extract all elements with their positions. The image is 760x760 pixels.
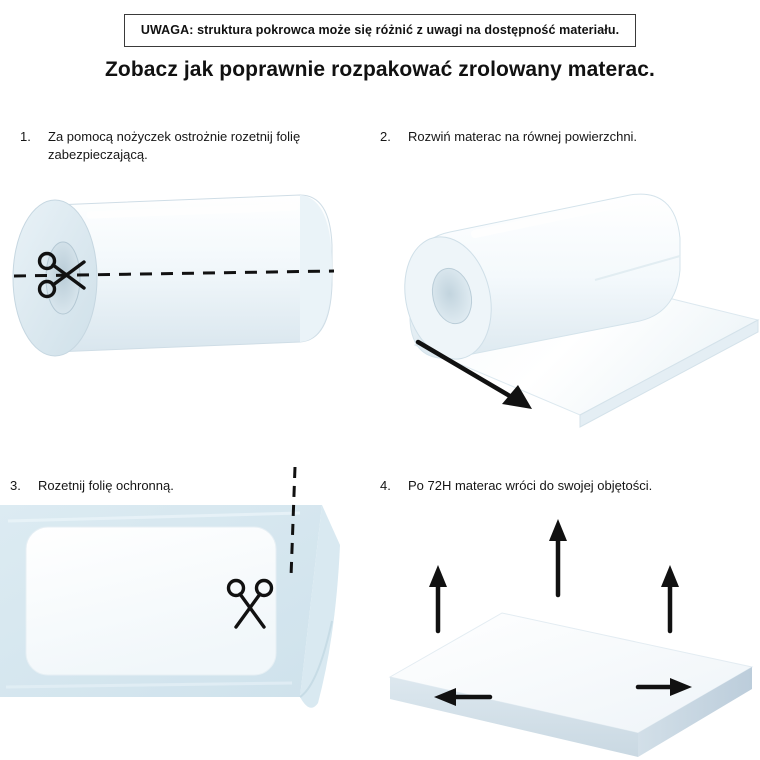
- step-1-text: Za pomocą nożyczek ostrożnie rozetnij folię zabezpieczającą.: [48, 129, 301, 162]
- arrow-down-right-icon: [418, 342, 532, 409]
- step-2-text: Rozwiń materac na równej powierzchni.: [408, 129, 638, 144]
- dashed-cut-line: [291, 467, 295, 577]
- page-title: Zobacz jak poprawnie rozpakować zrolowany materac.: [105, 58, 655, 81]
- notice-text: UWAGA: struktura pokrowca może się różnić z uwagi na dostępność materiału.: [124, 14, 636, 47]
- arrow-up-icon: [549, 519, 567, 595]
- step-3-number: 3.: [10, 478, 21, 493]
- step-2: [380, 110, 760, 435]
- step-3-text: Rozetnij folię ochronną.: [38, 478, 174, 493]
- step-2-number: 2.: [380, 129, 391, 144]
- step-2-header: [380, 128, 637, 146]
- arrow-right-icon: [638, 678, 692, 696]
- step-4-header: [380, 477, 652, 495]
- step-2-illustration: [380, 110, 760, 435]
- step-1-header: [20, 128, 348, 163]
- arrow-left-icon: [434, 688, 490, 706]
- step-1-number: 1.: [20, 129, 31, 144]
- dashed-cut-line: [14, 271, 334, 276]
- steps-grid: [0, 110, 760, 760]
- arrow-up-icon: [429, 565, 447, 631]
- scissors-icon: [40, 254, 85, 297]
- step-4-number: 4.: [380, 478, 391, 493]
- step-3-header: [10, 477, 174, 495]
- scissors-icon: [229, 581, 272, 628]
- unrolling-mattress-graphic: [380, 110, 760, 435]
- step-1: [0, 110, 380, 435]
- step-3: [0, 435, 380, 760]
- notice-banner: [0, 14, 760, 47]
- step-4: [380, 435, 760, 760]
- step-4-text: Po 72H materac wróci do swojej objętości.: [408, 478, 653, 493]
- arrow-up-icon: [661, 565, 679, 631]
